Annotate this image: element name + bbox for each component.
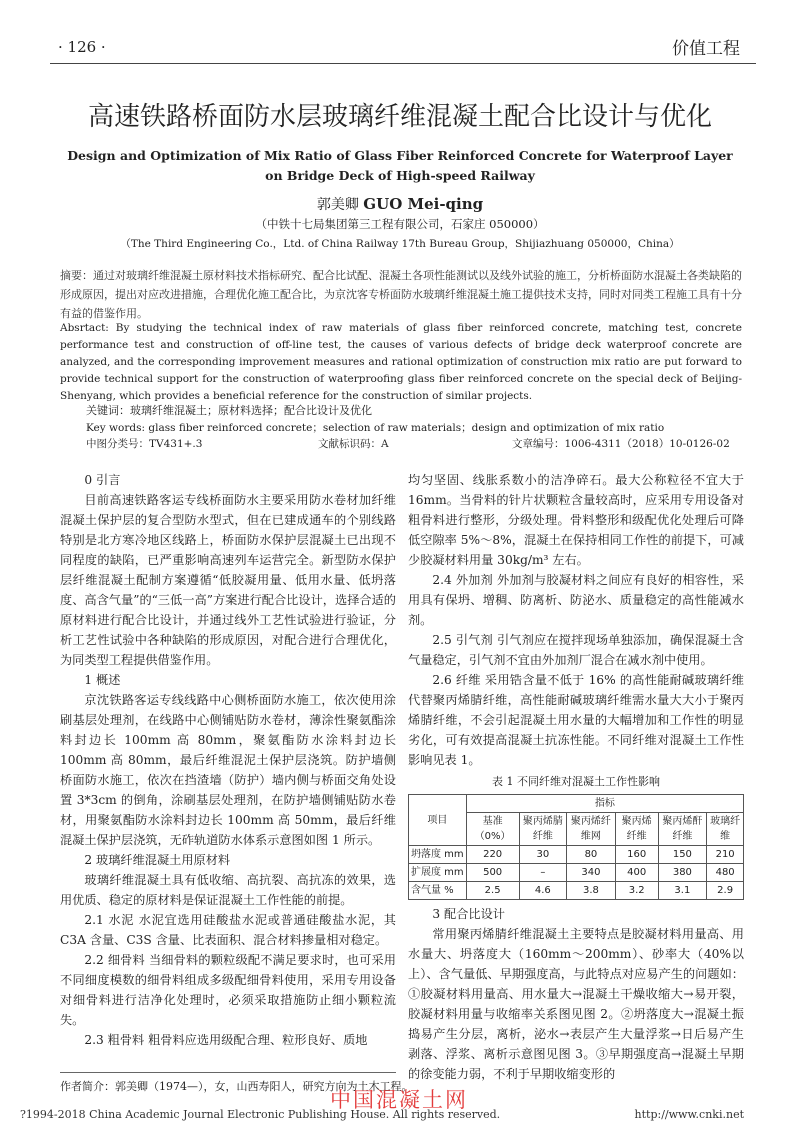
header-rule [50, 63, 756, 64]
table-row: 坍落度 mm 220 30 80 160 150 210 [409, 846, 744, 864]
title-chinese: 高速铁路桥面防水层玻璃纤维混凝土配合比设计与优化 [87, 102, 712, 132]
table-header-item: 项目 [409, 795, 467, 846]
abstract-chinese: 摘要：通过对玻璃纤维混凝土原材料技术指标研究、配合比试配、混凝土各项性能测试以及线外试验的施工，分析桥面防水混凝土各类缺陷的形成原因，提出对应改进措施，合理优化施工配合比，为京沈客专桥面防水玻璃纤维混凝土施工提供技术支持，同时对同类工程施工具有十分有益的借鉴作用。 [60, 269, 742, 320]
table-1-title: 表 1 不同纤维对混凝土工作性影响 [492, 775, 660, 788]
table-row: 扩展度 mm 500 – 340 400 380 480 [409, 864, 744, 882]
table-1 [408, 794, 744, 900]
table-header-cell: 基准（0%） [466, 813, 519, 846]
section-3-paragraph: 常用聚丙烯腈纤维混凝土主要特点是胶凝材料用量高、用水量大、坍落度大（160mm～200mm）、砂率大（40%以上）、含气量低、早期强度高，与此特点对应易产生的问题如：①胶凝材料用量高、用水量大→混凝土干燥收缩大→易开裂，胶凝材料用量与收缩率关系图见图 2。②坍落度大→混凝土振捣易产生分层，离析，泌水→表层产生大量浮浆→日后易产生剥落、浮浆、离析示意图见图 3。③早期强度高→混凝土早期的徐变能力弱，不利于早期收缩变形的 [408, 927, 744, 1081]
journal-name: 价值工程 [672, 39, 740, 59]
table-header-cell: 聚丙烯酐纤维 [658, 813, 707, 846]
section-0-title: 0 引言 [84, 473, 121, 487]
right-column [408, 470, 744, 1084]
keywords-english: Key words: glass fiber reinforced concrete；selection of raw materials；design and optimization of mix ratio [86, 422, 665, 434]
section-1-title: 1 概述 [84, 673, 121, 687]
site-link[interactable]: http://www.cnki.net [634, 1108, 744, 1121]
left-column [60, 470, 396, 1050]
title-english: Design and Optimization of Mix Ratio of Glass Fiber Reinforced Concrete for Waterproof Layer on Bridge Deck of High-speed Railway [67, 148, 733, 183]
document-code: 文献标识码：A [318, 438, 389, 450]
abstract-english: Absrtact: By studying the technical index of raw materials of glass fiber reinforced concrete, matching test, concrete performance test and construction of off-line test, the causes of various defects of bridge deck waterproof concrete are analyzed, and the corresponding improvement measures and rational optimization of construction mix ratio are put forward to provide technical support for the construction of waterproofing glass fiber reinforced concrete on the special deck of Beijing-Shenyang, which provides a beneficial reference for the construction of similar projects. [60, 322, 742, 402]
author-name-en: GUO Mei-qing [363, 195, 484, 213]
table-header-cell: 聚丙烯纤维 [615, 813, 658, 846]
section-2-5: 2.5 引气剂 引气剂应在搅拌现场单独添加，确保混凝土含气量稳定，引气剂不宜由外加剂厂混合在减水剂中使用。 [408, 633, 744, 667]
table-header-cell: 玻璃纤维 [707, 813, 744, 846]
affiliation-chinese: （中铁十七局集团第三工程有限公司，石家庄 050000） [255, 217, 545, 231]
table-row: 含气量 % 2.5 4.6 3.8 3.2 3.1 2.9 [409, 882, 744, 900]
table-header-cell: 聚丙烯腈纤维 [519, 813, 566, 846]
article-number: 文章编号：1006-4311（2018）10-0126-02 [512, 438, 730, 450]
section-2-2: 2.2 细骨料 当细骨料的颗粒级配不满足要求时，也可采用不同细度模数的细骨料组成多级配细骨料使用，采用专用设备对细骨料进行洁净化处理时，必须采取措施防止细小颗粒流失。 [60, 953, 396, 1027]
author-name-cn: 郭美卿 [316, 197, 359, 213]
clc-number: 中图分类号：TV431+.3 [86, 438, 203, 450]
footnote-rule [60, 1072, 396, 1073]
section-1-paragraph: 京沈铁路客运专线线路中心侧桥面防水施工，依次使用涂刷基层处理剂，在线路中心侧铺贴防水卷材，薄涂性聚氨酯涂料封边长 100mm 高 80mm，聚氨酯防水涂料封边长 100mm 高 80mm，最后纤维混泥土保护层浇筑。防护墙侧桥面防水施工，依次在挡渣墙（防护）墙内侧与桥面交角处设置 3*3cm 的倒角，涂刷基层处理剂，在防护墙侧铺贴防水卷材，用聚氨酯防水涂料封边长 100mm 高 50mm，最后纤维混凝土保护层浇筑，无砟轨道防水体系示意图如图 1 所示。 [60, 693, 396, 847]
section-2-3: 2.3 粗骨料 粗骨料应选用级配合理、粒形良好、质地 [84, 1033, 368, 1047]
section-0-paragraph: 目前高速铁路客运专线桥面防水主要采用防水卷材加纤维混凝土保护层的复合型防水型式，但在已建成通车的个别线路特别是北方寒冷地区线路上，桥面防水保护层混凝土已出现不同程度的缺陷，已严重影响高速列车运营完全。新型防水保护层纤维混凝土配制方案遵循“低胶凝用量、低用水量、低坍落度、高含气量”的“三低一高”方案进行配合比设计，选择合适的原材料进行配合比设计，并通过线外工艺性试验进行验证，分析工艺性试验中各种缺陷的形成原因，对配合进行合理优化，为同类型工程提供借鉴作用。 [60, 493, 396, 667]
section-2-6: 2.6 纤维 采用锆含量不低于 16% 的高性能耐碱玻璃纤维代替聚丙烯腈纤维，高性能耐碱玻璃纤维需水量大大小于聚丙烯腈纤维，不会引起混凝土用水量的大幅增加和工作性的明显劣化，可有效提高混凝土抗冻性能。不同纤维对混凝土工作性影响见表 1。 [408, 673, 744, 767]
section-2-3-continued: 均匀坚固、线胀系数小的洁净碎石。最大公称粒径不宜大于 16mm。当骨料的针片状颗粒含量较高时，应采用专用设备对粗骨料进行整形，分级处理。骨料整形和级配优化处理后可降低空隙率 5%～8%，混凝土在保持相同工作性的前提下，可减少胶凝材料用量 30kg/m³ 左右。 [408, 473, 744, 567]
watermark: 中国混凝土网 [330, 1088, 468, 1112]
section-2-4: 2.4 外加剂 外加剂与胶凝材料之间应有良好的相容性，采用具有保坍、增稠、防离析、防泌水、质量稳定的高性能减水剂。 [408, 573, 744, 627]
section-3-title: 3 配合比设计 [432, 907, 505, 921]
copyright-notice: ?1994-2018 China Academic Journal Electronic Publishing House. All rights reserved. [20, 1108, 501, 1121]
table-header-cell: 聚丙烯纤维网 [567, 813, 616, 846]
section-2-title: 2 玻璃纤维混凝土用原材料 [84, 853, 231, 867]
section-2-paragraph: 玻璃纤维混凝土具有低收缩、高抗裂、高抗冻的效果，选用优质、稳定的原材料是保证混凝土工作性能的前提。 [60, 873, 396, 907]
keywords-chinese: 关键词：玻璃纤维混凝土；原材料选择；配合比设计及优化 [86, 404, 372, 417]
page-number: · 126 · [58, 38, 106, 56]
section-2-1: 2.1 水泥 水泥宜选用硅酸盐水泥或普通硅酸盐水泥，其 C3A 含量、C3S 含量、比表面积、混合材料掺量相对稳定。 [60, 913, 396, 947]
affiliation-english: （The Third Engineering Co.，Ltd. of China Railway 17th Bureau Group，Shijiazhuang 050000，China） [120, 238, 680, 250]
author-footnote: 作者简介：郭美卿（1974—），女，山西寿阳人，研究方向为土木工程。 [60, 1080, 413, 1093]
table-header-index: 指标 [466, 795, 743, 813]
author-line [0, 194, 800, 214]
